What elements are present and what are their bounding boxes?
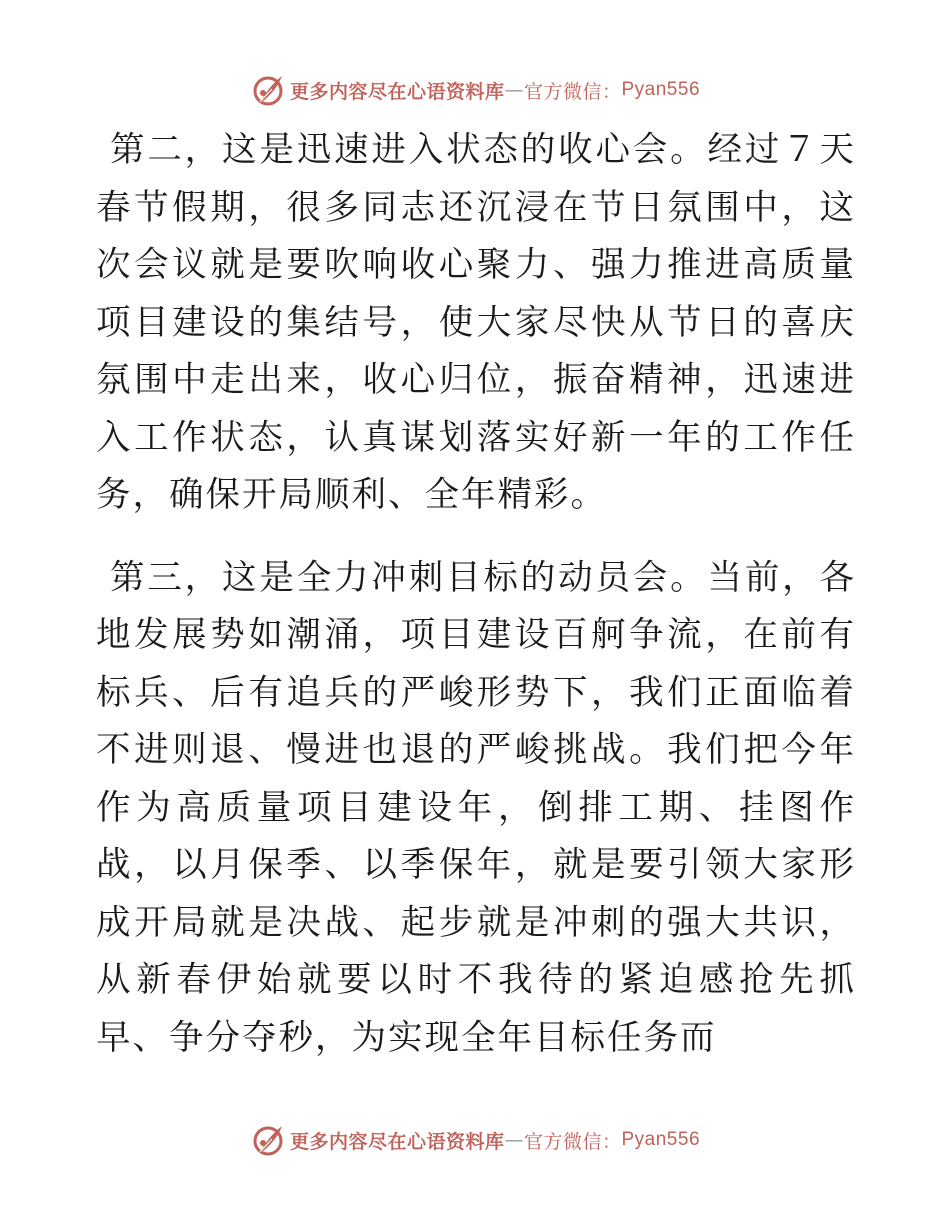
footer-watermark [0,1118,950,1162]
quill-logo-icon [250,72,286,108]
quill-logo-icon [250,1122,286,1158]
footer-separator: — [504,1129,524,1151]
footer-slogan: 更多内容尽在心语资料库 [289,1130,505,1153]
header-separator: — [504,79,524,101]
footer-wechat-id: Pyan556 [621,1129,701,1150]
document-body [96,122,856,1067]
header-slogan: 更多内容尽在心语资料库 [289,80,505,103]
header-watermark [0,68,950,112]
header-wechat-id: Pyan556 [621,79,701,100]
paragraph-second: 第二，这是迅速进入状态的收心会。经过７天春节假期，很多同志还沉浸在节日氛围中，这次会议就是要吹响收心聚力、强力推进高质量项目建设的集结号，使大家尽快从节日的喜庆氛围中走出来，收心归位，振奋精神，迅速进入工作状态，认真谋划落实好新一年的工作任务，确保开局顺利、全年精彩。 [96,130,856,515]
paragraph-third: 第三，这是全力冲刺目标的动员会。当前，各地发展势如潮涌，项目建设百舸争流，在前有标兵、后有追兵的严峻形势下，我们正面临着不进则退、慢进也退的严峻挑战。我们把今年作为高质量项目建设年，倒排工期、挂图作战，以月保季、以季保年，就是要引领大家形成开局就是决战、起步就是冲刺的强大共识，从新春伊始就要以时不我待的紧迫感抢先抓早、争分夺秒，为实现全年目标任务而 [96,557,856,1058]
header-wechat-label: 官方微信： [523,80,622,103]
footer-wechat-label: 官方微信： [523,1130,622,1153]
